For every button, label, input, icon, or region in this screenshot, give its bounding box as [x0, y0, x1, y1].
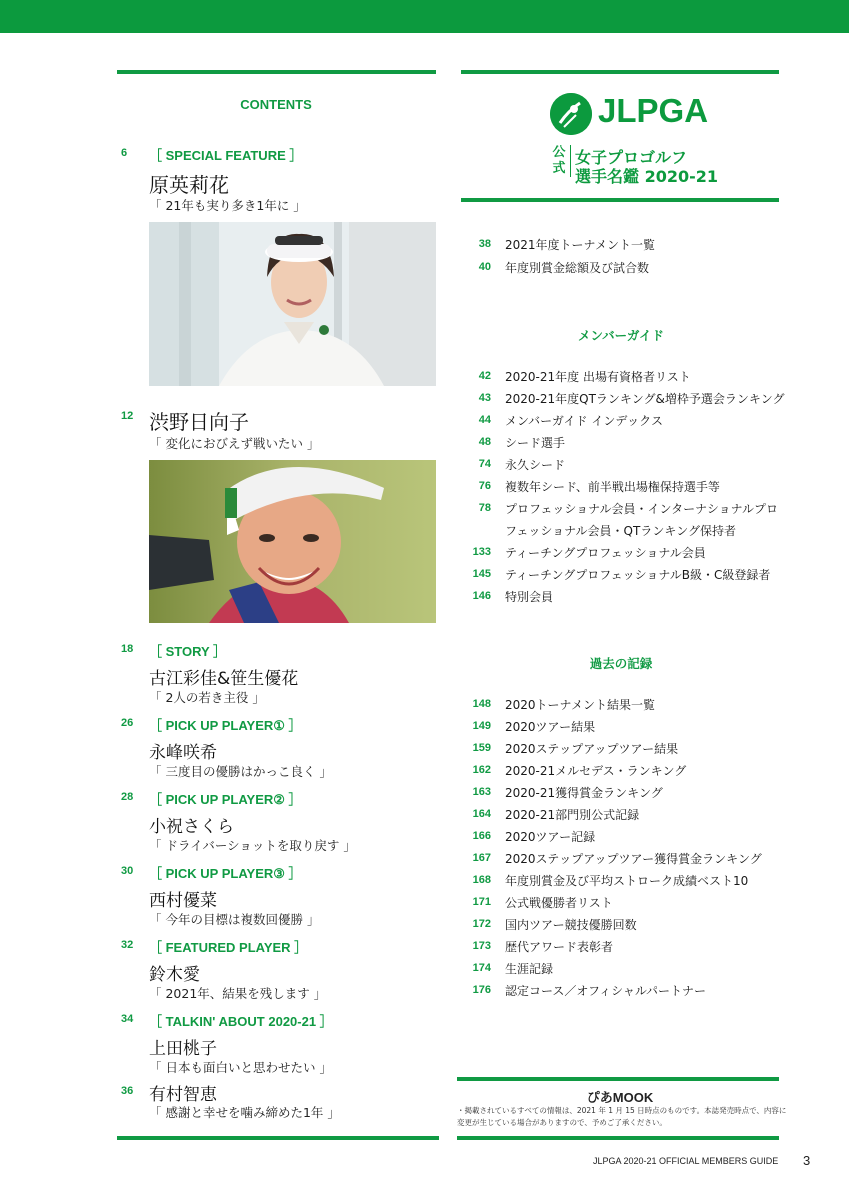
- toc-page: 76: [478, 480, 491, 492]
- toc-page: 44: [478, 414, 491, 426]
- toc-page: 78: [478, 502, 491, 514]
- player-name: 西村優菜: [149, 891, 217, 911]
- toc-item[interactable]: [461, 740, 781, 760]
- book-title-line2: 選手名鑑 2020-21: [575, 167, 719, 186]
- toc-title: 年度別賞金総額及び試合数: [505, 261, 650, 275]
- player-name: 永峰咲希: [149, 743, 217, 763]
- toc-item[interactable]: [461, 894, 781, 914]
- toc-page: 159: [472, 742, 491, 754]
- toc-title: ティーチングプロフェッショナル会員: [505, 546, 706, 560]
- toc-item[interactable]: [461, 478, 781, 498]
- top-green-bar: [0, 0, 849, 33]
- toc-title: 歴代アワード表彰者: [505, 940, 614, 954]
- toc-title: 年度別賞金及び平均ストローク成績ベスト10: [505, 874, 749, 888]
- toc-page: 168: [472, 874, 491, 886]
- toc-item[interactable]: [461, 544, 781, 564]
- section-tag: ［ PICK UP PLAYER② ］: [149, 792, 302, 807]
- toc-title: 国内ツアー競技優勝回数: [505, 918, 637, 932]
- player-quote: 「 2人の若き主役 」: [149, 690, 265, 705]
- toc-page: 163: [472, 786, 491, 798]
- player-quote: 「 ドライバーショットを取り戻す 」: [149, 838, 356, 853]
- official-mark: 公式: [550, 145, 571, 177]
- toc-title: 認定コース／オフィシャルパートナー: [505, 984, 707, 998]
- toc-page: 40: [478, 261, 491, 273]
- player-name: 上田桃子: [149, 1039, 217, 1059]
- toc-page: 43: [478, 392, 491, 404]
- player-quote: 「 2021年、結果を残します 」: [149, 986, 327, 1001]
- toc-item[interactable]: [461, 390, 785, 410]
- toc-title: 2020-21年度QTランキング&増枠予選会ランキング: [505, 392, 785, 406]
- player-quote: 「 日本も面白いと思わせたい 」: [149, 1060, 332, 1075]
- toc-page: 171: [472, 896, 491, 908]
- toc-title: 複数年シード、前半戦出場権保持選手等: [505, 480, 720, 494]
- section-tag: ［ TALKIN' ABOUT 2020-21 ］: [149, 1014, 333, 1029]
- player-name: 有村智恵: [149, 1085, 217, 1105]
- toc-item[interactable]: [461, 696, 781, 716]
- toc-item[interactable]: [461, 850, 781, 870]
- toc-page: 167: [472, 852, 491, 864]
- toc-title: 2020トーナメント結果一覧: [505, 698, 656, 712]
- toc-item[interactable]: [461, 566, 781, 586]
- toc-page: 164: [472, 808, 491, 820]
- page-number: 36: [121, 1085, 134, 1097]
- page-number: 34: [121, 1013, 134, 1025]
- toc-title: 2020-21年度 出場有資格者リスト: [505, 370, 691, 384]
- photo-shibuno: [149, 460, 436, 623]
- toc-page: 176: [472, 984, 491, 996]
- section-tag: ［ STORY ］: [149, 644, 227, 659]
- toc-item[interactable]: [461, 434, 781, 454]
- publisher-top-rule: [457, 1077, 779, 1081]
- jlpga-logo-text: JLPGA: [598, 92, 709, 129]
- toc-item[interactable]: [461, 762, 781, 782]
- toc-item-continued[interactable]: [461, 522, 781, 542]
- contents-title: CONTENTS: [240, 97, 312, 112]
- records-heading: 過去の記録: [589, 656, 653, 671]
- toc-page: 74: [478, 458, 491, 470]
- page-number: 18: [121, 643, 134, 655]
- toc-page: 174: [472, 962, 491, 974]
- toc-title: シード選手: [505, 436, 566, 450]
- toc-page: 145: [472, 568, 491, 580]
- publisher-label: ぴあMOOK: [586, 1090, 654, 1105]
- member-guide-heading: メンバーガイド: [577, 328, 664, 343]
- toc-item[interactable]: [461, 588, 781, 608]
- toc-page: 148: [472, 698, 491, 710]
- photo-hara: [149, 222, 436, 386]
- player-name: 小祝さくら: [149, 817, 234, 837]
- toc-title: 2020ツアー記録: [505, 830, 596, 844]
- toc-title: 2020ステップアップツアー結果: [505, 742, 679, 756]
- toc-page: 149: [472, 720, 491, 732]
- page-number: 32: [121, 939, 134, 951]
- toc-title: メンバーガイド インデックス: [505, 414, 664, 428]
- publisher-bottom-rule: [457, 1136, 779, 1140]
- toc-item[interactable]: [461, 500, 781, 520]
- disclaimer-note: ・掲載されているすべての情報は、2021 年 1 月 15 日時点のものです。本誌発売時点で、内容に変更が生じている場合がありますので、予めご了承ください。: [457, 1106, 787, 1127]
- page-number: 6: [121, 147, 128, 159]
- page-number: 12: [121, 410, 134, 422]
- player-quote: 「 感謝と幸せを噛み締めた1年 」: [149, 1105, 340, 1120]
- toc-item[interactable]: [461, 784, 781, 804]
- player-quote: 「 今年の目標は複数回優勝 」: [149, 912, 320, 927]
- player-name: 原英莉花: [149, 173, 229, 197]
- toc-page: 166: [472, 830, 491, 842]
- toc-item[interactable]: [461, 236, 781, 256]
- toc-title: 公式戦優勝者リスト: [505, 896, 613, 910]
- player-quote: 「 21年も実り多き1年に 」: [149, 198, 306, 213]
- page-number: 26: [121, 717, 134, 729]
- section-tag: ［ FEATURED PLAYER ］: [149, 940, 308, 955]
- toc-item[interactable]: [461, 828, 781, 848]
- section-tag: ［ SPECIAL FEATURE ］: [149, 148, 303, 163]
- toc-item[interactable]: [461, 368, 781, 388]
- section-tag: ［ PICK UP PLAYER① ］: [149, 718, 302, 733]
- toc-item[interactable]: [461, 718, 781, 738]
- toc-item[interactable]: [461, 412, 781, 432]
- toc-page: 172: [472, 918, 491, 930]
- toc-page: 173: [472, 940, 491, 952]
- contents-bottom-rule: [117, 1136, 439, 1140]
- toc-title: 生涯記録: [505, 962, 554, 976]
- toc-item[interactable]: [461, 872, 781, 892]
- book-title-line1: 女子プロゴルフ: [575, 148, 688, 167]
- toc-title: 永久シード: [505, 458, 566, 472]
- toc-page: 146: [472, 590, 491, 602]
- toc-item[interactable]: [461, 456, 781, 476]
- player-quote: 「 変化におびえず戦いたい 」: [149, 436, 320, 451]
- jlpga-emblem-icon: [550, 93, 592, 135]
- toc-page: 48: [478, 436, 491, 448]
- footer-page-number: 3: [803, 1153, 811, 1168]
- toc-title: ティーチングプロフェッショナルB級・C級登録者: [505, 568, 771, 582]
- toc-item[interactable]: [461, 259, 781, 279]
- page-number: 30: [121, 865, 134, 877]
- player-name: 鈴木愛: [149, 965, 200, 985]
- toc-title: 2021年度トーナメント一覧: [505, 238, 656, 252]
- toc-item[interactable]: [461, 806, 781, 826]
- right-top-rule: [461, 70, 779, 74]
- player-name: 渋野日向子: [149, 410, 249, 434]
- section-tag: ［ PICK UP PLAYER③ ］: [149, 866, 302, 881]
- footer-guide-title: JLPGA 2020-21 OFFICIAL MEMBERS GUIDE: [593, 1156, 779, 1166]
- toc-page: 162: [472, 764, 491, 776]
- toc-title: 2020-21獲得賞金ランキング: [505, 786, 663, 800]
- toc-item[interactable]: [461, 982, 781, 1002]
- contents-top-rule: [117, 70, 436, 74]
- toc-item[interactable]: [461, 916, 781, 936]
- player-quote: 「 三度目の優勝はかっこ良く 」: [149, 764, 332, 779]
- logo-bottom-rule: [461, 198, 779, 202]
- toc-title: フェッショナル会員・QTランキング保持者: [505, 524, 736, 538]
- toc-title: プロフェッショナル会員・インターナショナルプロ: [505, 502, 779, 516]
- toc-title: 2020-21部門別公式記録: [505, 808, 640, 822]
- toc-item[interactable]: [461, 960, 781, 980]
- toc-page: 133: [472, 546, 491, 558]
- toc-title: 2020-21メルセデス・ランキング: [505, 764, 687, 778]
- toc-item[interactable]: [461, 938, 781, 958]
- toc-page: 38: [478, 238, 491, 250]
- player-name: 古江彩佳&笹生優花: [149, 669, 299, 689]
- page-number: 28: [121, 791, 134, 803]
- toc-title: 2020ステップアップツアー獲得賞金ランキング: [505, 852, 762, 866]
- toc-title: 特別会員: [505, 590, 554, 604]
- toc-page: 42: [478, 370, 491, 382]
- toc-title: 2020ツアー結果: [505, 720, 596, 734]
